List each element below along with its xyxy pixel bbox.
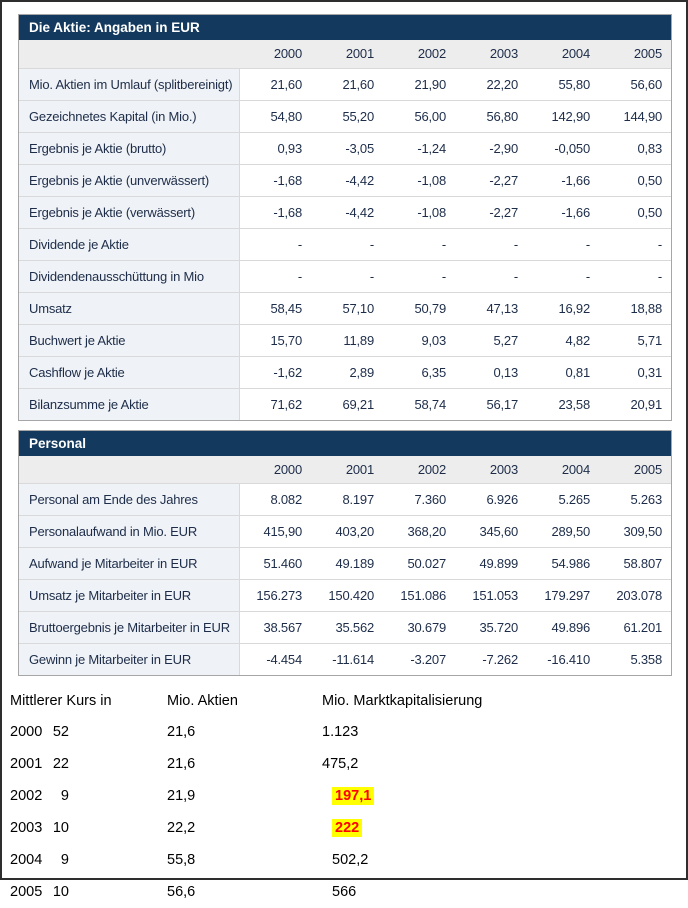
value-cell: -1,66 <box>527 164 599 196</box>
value-cell: 5,27 <box>455 324 527 356</box>
value-cell: 151.053 <box>455 580 527 612</box>
market-aktien: 21,9 <box>167 788 196 804</box>
value-cell: 15,70 <box>239 324 311 356</box>
market-row <box>10 780 672 812</box>
market-cap-rows <box>10 716 672 908</box>
row-label: Aufwand je Mitarbeiter in EUR <box>19 548 239 580</box>
personal-year-header-row <box>19 456 671 484</box>
value-cell: 16,92 <box>527 292 599 324</box>
value-cell: - <box>311 260 383 292</box>
market-kap: 197,1 <box>332 787 374 805</box>
market-kap: 1.123 <box>322 724 359 740</box>
table-row <box>19 580 671 612</box>
row-label: Bruttoergebnis je Mitarbeiter in EUR <box>19 612 239 644</box>
value-cell: 150.420 <box>311 580 383 612</box>
value-cell: 2,89 <box>311 356 383 388</box>
value-cell: - <box>599 260 671 292</box>
row-label: Umsatz <box>19 292 239 324</box>
market-year: 2002 <box>10 788 43 804</box>
value-cell: 22,20 <box>455 68 527 100</box>
market-cap-header-kurs: Mittlerer Kurs in <box>10 693 112 709</box>
value-cell: 55,80 <box>527 68 599 100</box>
market-year: 2004 <box>10 852 43 868</box>
value-cell: 0,83 <box>599 132 671 164</box>
table-row <box>19 196 671 228</box>
market-cap-header-marktkap: Mio. Marktkapitalisierung <box>322 693 483 709</box>
table-row <box>19 484 671 516</box>
value-cell: 57,10 <box>311 292 383 324</box>
value-cell: 0,31 <box>599 356 671 388</box>
market-kap: 502,2 <box>332 852 369 868</box>
table-row <box>19 356 671 388</box>
value-cell: 8.082 <box>239 484 311 516</box>
market-aktien: 21,6 <box>167 724 196 740</box>
value-cell: -1,08 <box>383 196 455 228</box>
table-row <box>19 548 671 580</box>
row-label: Ergebnis je Aktie (verwässert) <box>19 196 239 228</box>
market-row <box>10 812 672 844</box>
row-label: Gezeichnetes Kapital (in Mio.) <box>19 100 239 132</box>
value-cell: 49.189 <box>311 548 383 580</box>
market-aktien: 21,6 <box>167 756 196 772</box>
value-cell: 144,90 <box>599 100 671 132</box>
table-row <box>19 228 671 260</box>
value-cell: - <box>239 228 311 260</box>
value-cell: - <box>239 260 311 292</box>
value-cell: - <box>455 228 527 260</box>
value-cell: 5.265 <box>527 484 599 516</box>
value-cell: 289,50 <box>527 516 599 548</box>
value-cell: -1,68 <box>239 196 311 228</box>
value-cell: 0,93 <box>239 132 311 164</box>
empty-corner-cell <box>19 40 239 68</box>
value-cell: 58.807 <box>599 548 671 580</box>
value-cell: 345,60 <box>455 516 527 548</box>
row-label: Mio. Aktien im Umlauf (splitbereinigt) <box>19 68 239 100</box>
die-aktie-table <box>19 40 671 420</box>
value-cell: 56,17 <box>455 388 527 420</box>
table-row <box>19 260 671 292</box>
market-row <box>10 876 672 908</box>
year-col-header: 2001 <box>345 46 374 62</box>
table-row <box>19 612 671 644</box>
die-aktie-section-title: Die Aktie: Angaben in EUR <box>19 15 671 40</box>
row-label: Personal am Ende des Jahres <box>19 484 239 516</box>
value-cell: 18,88 <box>599 292 671 324</box>
value-cell: 51.460 <box>239 548 311 580</box>
market-kurs: 9 <box>60 788 69 804</box>
value-cell: - <box>455 260 527 292</box>
value-cell: 142,90 <box>527 100 599 132</box>
year-col-header: 2004 <box>561 46 590 62</box>
market-row <box>10 748 672 780</box>
market-row <box>10 844 672 876</box>
value-cell: 309,50 <box>599 516 671 548</box>
value-cell: -3.207 <box>383 644 455 676</box>
row-label: Bilanzsumme je Aktie <box>19 388 239 420</box>
market-year: 2005 <box>10 884 43 900</box>
value-cell: 58,45 <box>239 292 311 324</box>
row-label: Cashflow je Aktie <box>19 356 239 388</box>
row-label: Dividende je Aktie <box>19 228 239 260</box>
value-cell: 35.720 <box>455 612 527 644</box>
value-cell: 54.986 <box>527 548 599 580</box>
year-col-header: 2005 <box>633 46 662 62</box>
value-cell: 5,71 <box>599 324 671 356</box>
value-cell: 69,21 <box>311 388 383 420</box>
market-aktien: 22,2 <box>167 820 196 836</box>
value-cell: 9,03 <box>383 324 455 356</box>
die-aktie-section <box>18 14 672 421</box>
value-cell: -1,24 <box>383 132 455 164</box>
value-cell: -0,050 <box>527 132 599 164</box>
value-cell: - <box>383 260 455 292</box>
market-year: 2000 <box>10 724 43 740</box>
value-cell: 56,60 <box>599 68 671 100</box>
value-cell: 21,60 <box>239 68 311 100</box>
value-cell: -1,08 <box>383 164 455 196</box>
value-cell: 50.027 <box>383 548 455 580</box>
personal-section-title: Personal <box>19 431 671 456</box>
market-kurs: 10 <box>52 820 69 836</box>
market-year: 2001 <box>10 756 43 772</box>
value-cell: -2,27 <box>455 164 527 196</box>
row-label: Buchwert je Aktie <box>19 324 239 356</box>
row-label: Gewinn je Mitarbeiter in EUR <box>19 644 239 676</box>
table-row <box>19 292 671 324</box>
year-col-header: 2004 <box>561 461 590 477</box>
year-col-header: 2000 <box>273 46 302 62</box>
value-cell: 6,35 <box>383 356 455 388</box>
value-cell: -1,62 <box>239 356 311 388</box>
value-cell: 368,20 <box>383 516 455 548</box>
table-row <box>19 324 671 356</box>
market-cap-header-row <box>10 686 672 716</box>
value-cell: -3,05 <box>311 132 383 164</box>
value-cell: 20,91 <box>599 388 671 420</box>
value-cell: 55,20 <box>311 100 383 132</box>
value-cell: 415,90 <box>239 516 311 548</box>
value-cell: - <box>527 260 599 292</box>
value-cell: 47,13 <box>455 292 527 324</box>
row-label: Ergebnis je Aktie (unverwässert) <box>19 164 239 196</box>
die-aktie-year-header-row <box>19 40 671 68</box>
row-label: Dividendenausschüttung in Mio <box>19 260 239 292</box>
table-row <box>19 516 671 548</box>
value-cell: - <box>527 228 599 260</box>
table-row <box>19 68 671 100</box>
personal-table <box>19 456 671 676</box>
market-cap-header-aktien: Mio. Aktien <box>167 693 238 709</box>
value-cell: 156.273 <box>239 580 311 612</box>
value-cell: 38.567 <box>239 612 311 644</box>
value-cell: -16.410 <box>527 644 599 676</box>
year-col-header: 2002 <box>417 46 446 62</box>
value-cell: -4,42 <box>311 196 383 228</box>
row-label: Ergebnis je Aktie (brutto) <box>19 132 239 164</box>
table-row <box>19 100 671 132</box>
value-cell: - <box>599 228 671 260</box>
market-aktien: 55,8 <box>167 852 196 868</box>
table-row <box>19 388 671 420</box>
year-col-header: 2000 <box>273 461 302 477</box>
value-cell: 30.679 <box>383 612 455 644</box>
value-cell: - <box>311 228 383 260</box>
value-cell: 5.358 <box>599 644 671 676</box>
value-cell: 71,62 <box>239 388 311 420</box>
value-cell: 0,50 <box>599 196 671 228</box>
value-cell: 35.562 <box>311 612 383 644</box>
table-row <box>19 132 671 164</box>
value-cell: 0,13 <box>455 356 527 388</box>
value-cell: 8.197 <box>311 484 383 516</box>
value-cell: 5.263 <box>599 484 671 516</box>
value-cell: -1,68 <box>239 164 311 196</box>
value-cell: 7.360 <box>383 484 455 516</box>
value-cell: 56,80 <box>455 100 527 132</box>
market-aktien: 56,6 <box>167 884 196 900</box>
row-label: Personalaufwand in Mio. EUR <box>19 516 239 548</box>
table-row <box>19 164 671 196</box>
year-col-header: 2003 <box>489 46 518 62</box>
value-cell: 58,74 <box>383 388 455 420</box>
market-kurs: 52 <box>52 724 69 740</box>
value-cell: 61.201 <box>599 612 671 644</box>
value-cell: -2,90 <box>455 132 527 164</box>
value-cell: 21,60 <box>311 68 383 100</box>
market-year: 2003 <box>10 820 43 836</box>
value-cell: 11,89 <box>311 324 383 356</box>
value-cell: 0,50 <box>599 164 671 196</box>
value-cell: 6.926 <box>455 484 527 516</box>
value-cell: -4.454 <box>239 644 311 676</box>
market-kurs: 10 <box>52 884 69 900</box>
value-cell: 203.078 <box>599 580 671 612</box>
value-cell: 54,80 <box>239 100 311 132</box>
value-cell: 21,90 <box>383 68 455 100</box>
value-cell: 151.086 <box>383 580 455 612</box>
market-kap: 475,2 <box>322 756 359 772</box>
value-cell: 50,79 <box>383 292 455 324</box>
market-kurs: 22 <box>52 756 69 772</box>
value-cell: 23,58 <box>527 388 599 420</box>
value-cell: 49.899 <box>455 548 527 580</box>
value-cell: - <box>383 228 455 260</box>
market-cap-section <box>10 686 672 908</box>
value-cell: 403,20 <box>311 516 383 548</box>
year-col-header: 2002 <box>417 461 446 477</box>
row-label: Umsatz je Mitarbeiter in EUR <box>19 580 239 612</box>
market-kap: 222 <box>332 819 362 837</box>
year-col-header: 2005 <box>633 461 662 477</box>
market-kurs: 9 <box>60 852 69 868</box>
market-kap: 566 <box>332 884 357 900</box>
value-cell: 49.896 <box>527 612 599 644</box>
table-row <box>19 644 671 676</box>
value-cell: -11.614 <box>311 644 383 676</box>
value-cell: -7.262 <box>455 644 527 676</box>
value-cell: 4,82 <box>527 324 599 356</box>
value-cell: 179.297 <box>527 580 599 612</box>
year-col-header: 2003 <box>489 461 518 477</box>
year-col-header: 2001 <box>345 461 374 477</box>
value-cell: -2,27 <box>455 196 527 228</box>
value-cell: 56,00 <box>383 100 455 132</box>
value-cell: -4,42 <box>311 164 383 196</box>
market-row <box>10 716 672 748</box>
value-cell: -1,66 <box>527 196 599 228</box>
value-cell: 0,81 <box>527 356 599 388</box>
empty-corner-cell <box>19 456 239 484</box>
personal-section <box>18 430 672 677</box>
